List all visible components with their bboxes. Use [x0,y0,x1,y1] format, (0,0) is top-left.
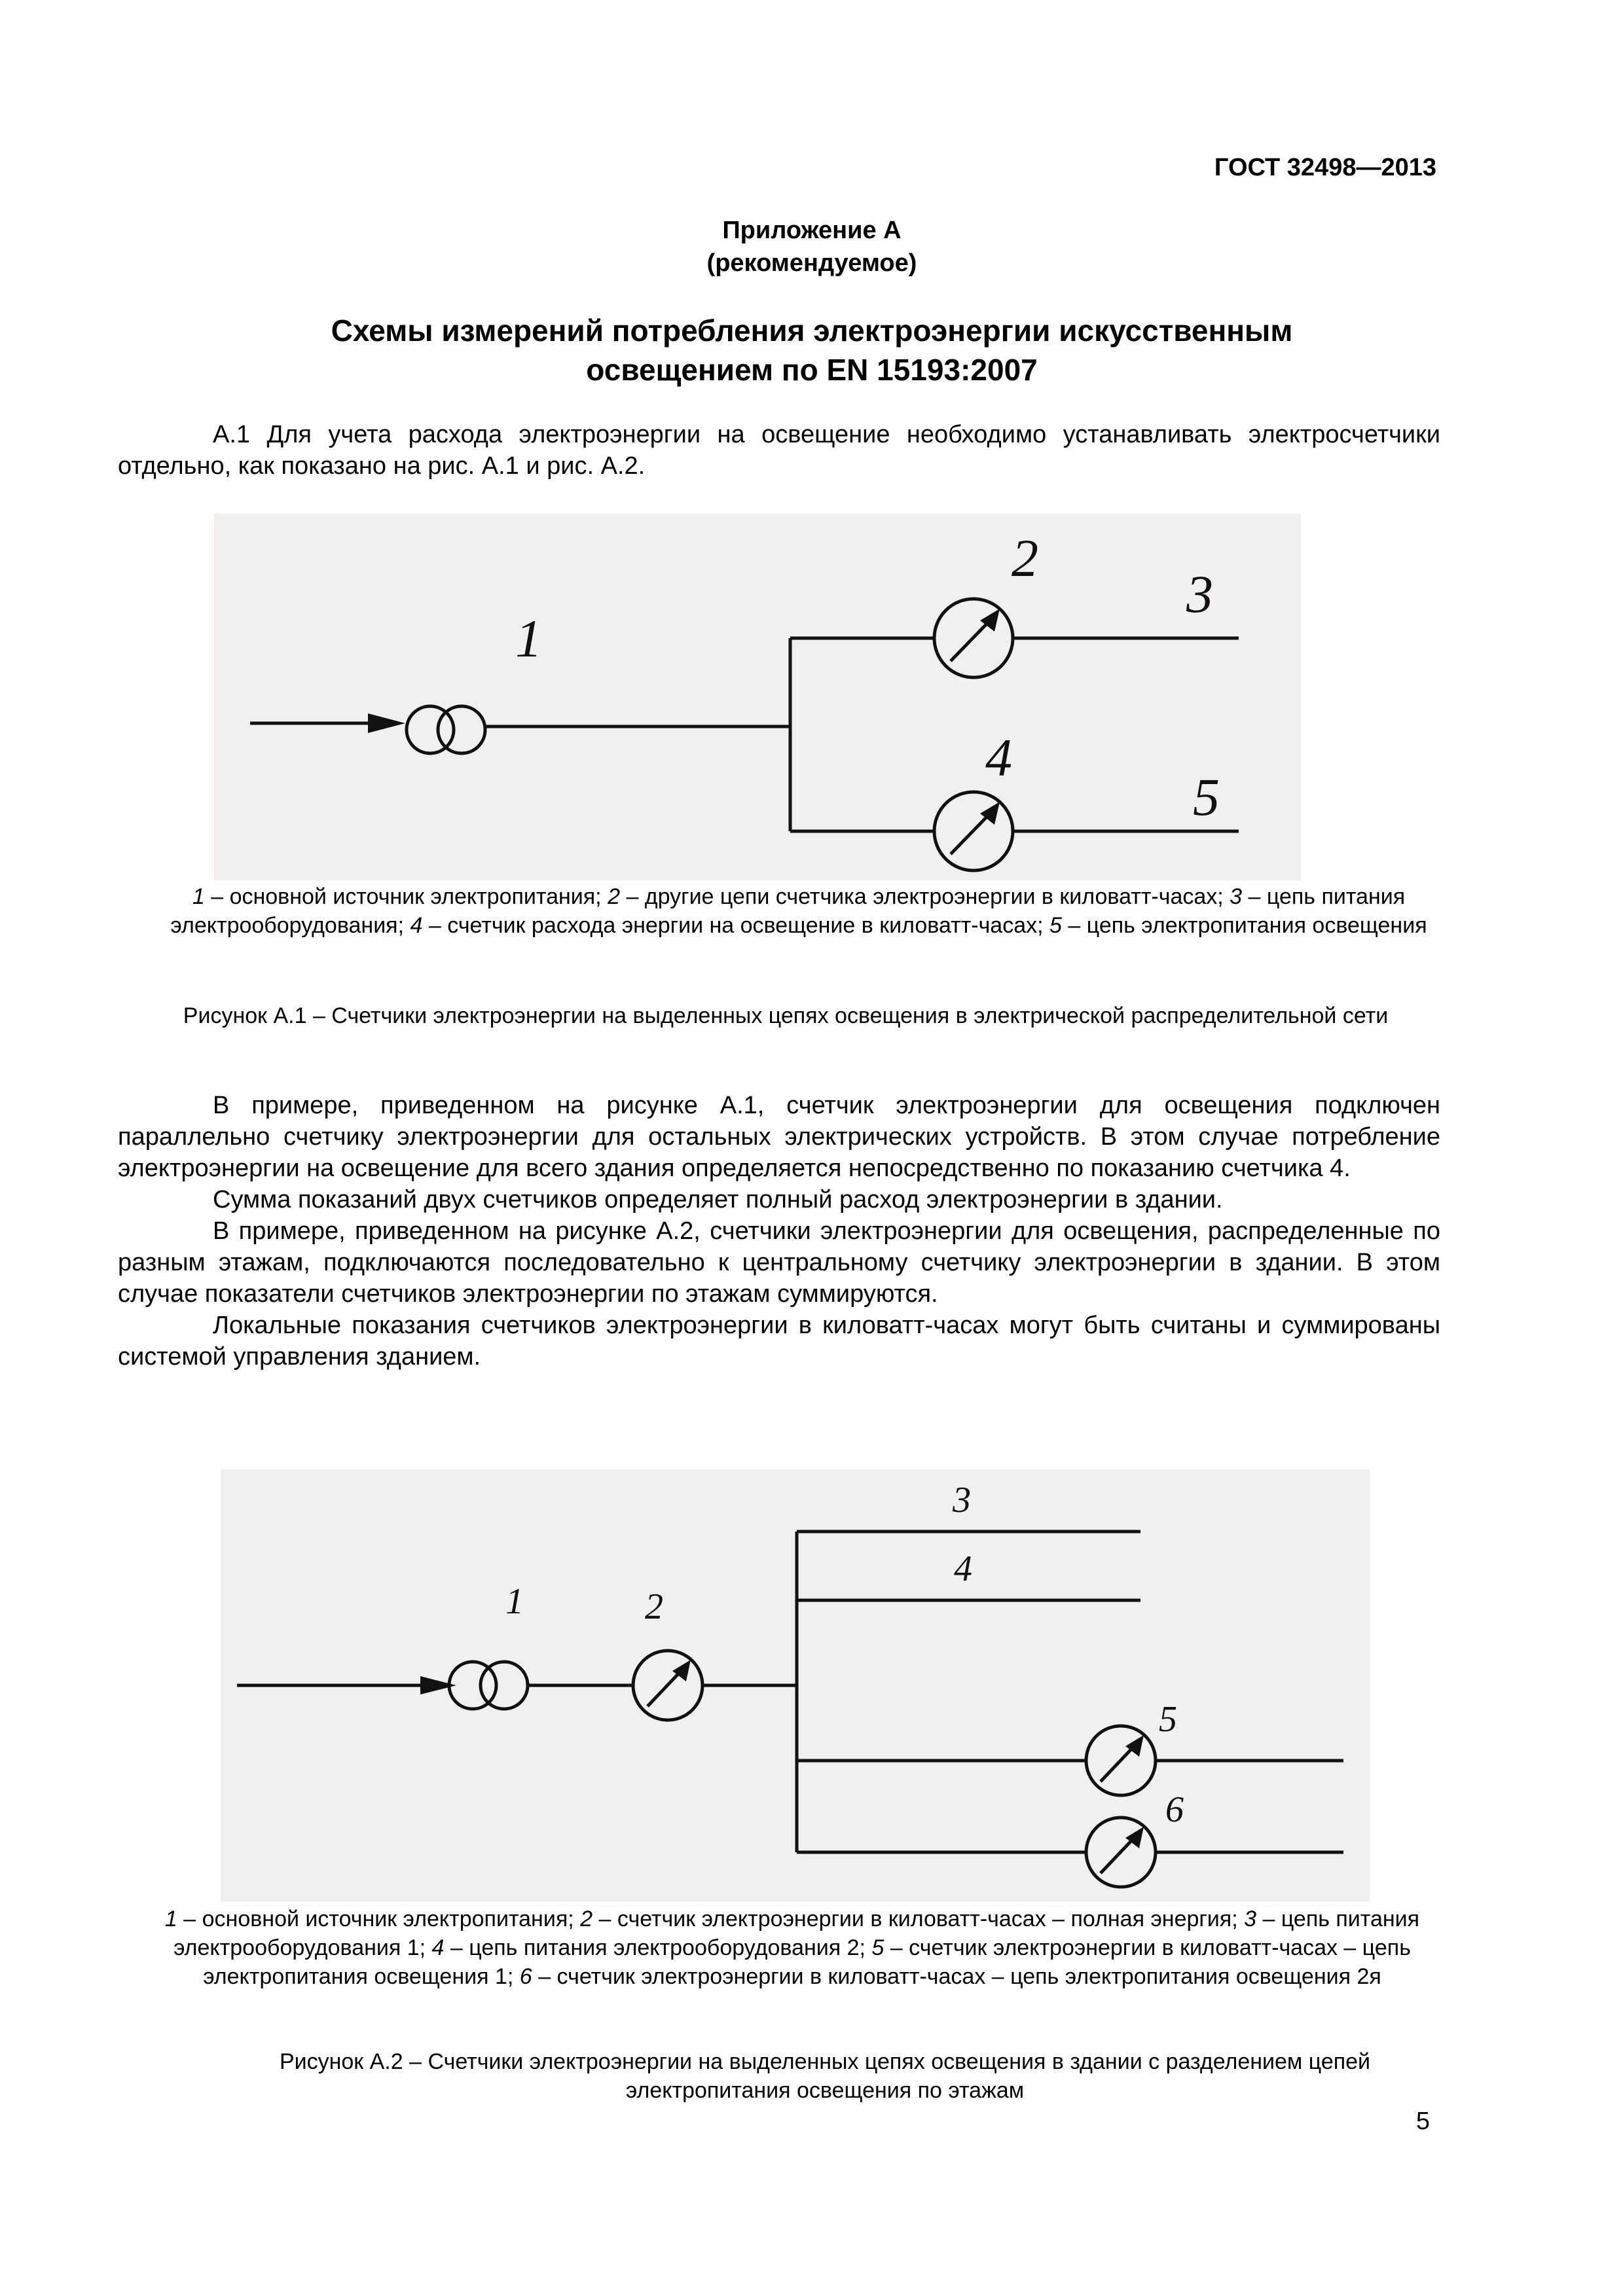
legend2-num-2: 2 [580,1907,593,1931]
annex-subtitle: (рекомендуемое) [706,249,917,277]
paragraph-a1: А.1 Для учета расхода электроэнергии на освещение необходимо устанавливать электросчетчики отдельно, как показано на рис. А.1 и рис. А.2. [118,421,1440,480]
legend2-text-5: – счетчик электроэнергии в киловатт-часах – цепь электропитания освещения 1; [203,1935,1411,1989]
meter-2-needle [951,619,992,661]
body-paragraphs [118,1090,1440,1372]
legend1-text-1: – основной источник электропитания; [204,884,608,909]
legend2-num-5: 5 [871,1935,884,1960]
standard-number: ГОСТ 32498—2013 [1214,154,1436,181]
fig2-label-1: 1 [505,1581,524,1622]
paragraph-2: Сумма показаний двух счетчиков определяет полный расход электроэнергии в здании. [213,1186,1223,1213]
fig1-label-1: 1 [515,609,542,668]
legend2-text-4: – цепь питания электрооборудования 2; [444,1935,872,1960]
figure-a1-legend [151,882,1447,940]
heading-line-2: освещением по EN 15193:2007 [586,353,1038,387]
section-heading [118,311,1506,389]
legend1-text-3: – цепь питания электрооборудования; [170,884,1406,938]
legend2-text-6: – счетчик электроэнергии в киловатт-часах – цепь электропитания освещения 2я [532,1964,1381,1989]
legend2-num-3: 3 [1244,1907,1257,1931]
figure-a2-legend [124,1905,1460,1991]
meter-4-needle [951,812,992,854]
page-number: 5 [1415,2108,1430,2135]
figure-a2-caption: Рисунок А.2 – Счетчики электроэнергии на выделенных цепях освещения в здании с разделением цепей электропитания освещения по этажам [279,2049,1371,2103]
figure-a1-diagram [214,514,1301,880]
figure-a1-svg [214,514,1301,880]
legend1-num-5: 5 [1049,913,1062,938]
paragraph-3: В примере, приведенном на рисунке А.2, счетчики электроэнергии для освещения, распределенные по разным этажам, подключаются последовательно к центральному счетчику электроэнергии в здании. В этом случае показатели счетчиков электроэнергии по этажам суммируются. [118,1217,1440,1308]
figure-a2-diagram [221,1469,1370,1901]
legend2-text-3: – цепь питания электрооборудования 1; [173,1907,1420,1960]
fig1-label-5: 5 [1193,767,1220,827]
legend1-text-4: – счетчик расхода энергии на освещение в киловатт-часах; [422,913,1049,938]
fig1-label-4: 4 [985,728,1012,787]
figure-a1-caption: Рисунок А.1 – Счетчики электроэнергии на выделенных цепях освещения в электрической распределительной сети [183,1003,1389,1028]
input-arrow-head [368,713,405,733]
legend1-num-2: 2 [608,884,620,909]
source-circle-right [481,1662,528,1709]
legend1-num-1: 1 [192,884,205,909]
legend2-num-6: 6 [519,1964,532,1989]
fig2-label-3: 3 [953,1480,971,1520]
paragraph-4: Локальные показания счетчиков электроэнергии в киловатт-часах могут быть считаны и суммированы системой управления зданием. [118,1312,1440,1371]
legend2-text-1: – основной источник электропитания; [177,1907,581,1931]
legend1-text-5: – цепь электропитания освещения [1061,913,1427,938]
legend2-num-1: 1 [164,1907,177,1931]
heading-line-1: Схемы измерений потребления электроэнергии искусственным [331,314,1293,348]
legend1-num-4: 4 [410,913,423,938]
legend2-num-4: 4 [431,1935,445,1960]
legend1-text-2: – другие цепи счетчика электроэнергии в киловатт-часах; [620,884,1230,909]
legend2-text-2: – счетчик электроэнергии в киловатт-часах – полная энергия; [593,1907,1245,1931]
fig1-label-2: 2 [1012,528,1038,588]
fig1-label-3: 3 [1186,564,1213,624]
paragraph-1: В примере, приведенном на рисунке А.1, счетчик электроэнергии для освещения подключен параллельно счетчику электроэнергии для остальных электрических устройств. В этом случае потребление электроэнергии на освещение для всего здания определяется непосредственно по показанию счетчика 4. [118,1092,1440,1182]
legend1-num-3: 3 [1230,884,1243,909]
fig2-label-4: 4 [954,1549,972,1589]
fig2-label-5: 5 [1159,1699,1177,1740]
annex-title: Приложение А [722,217,902,244]
figure-a2-svg [221,1469,1370,1901]
fig2-label-6: 6 [1165,1789,1184,1830]
fig2-label-2: 2 [645,1587,663,1627]
source-circle-right [438,706,485,753]
